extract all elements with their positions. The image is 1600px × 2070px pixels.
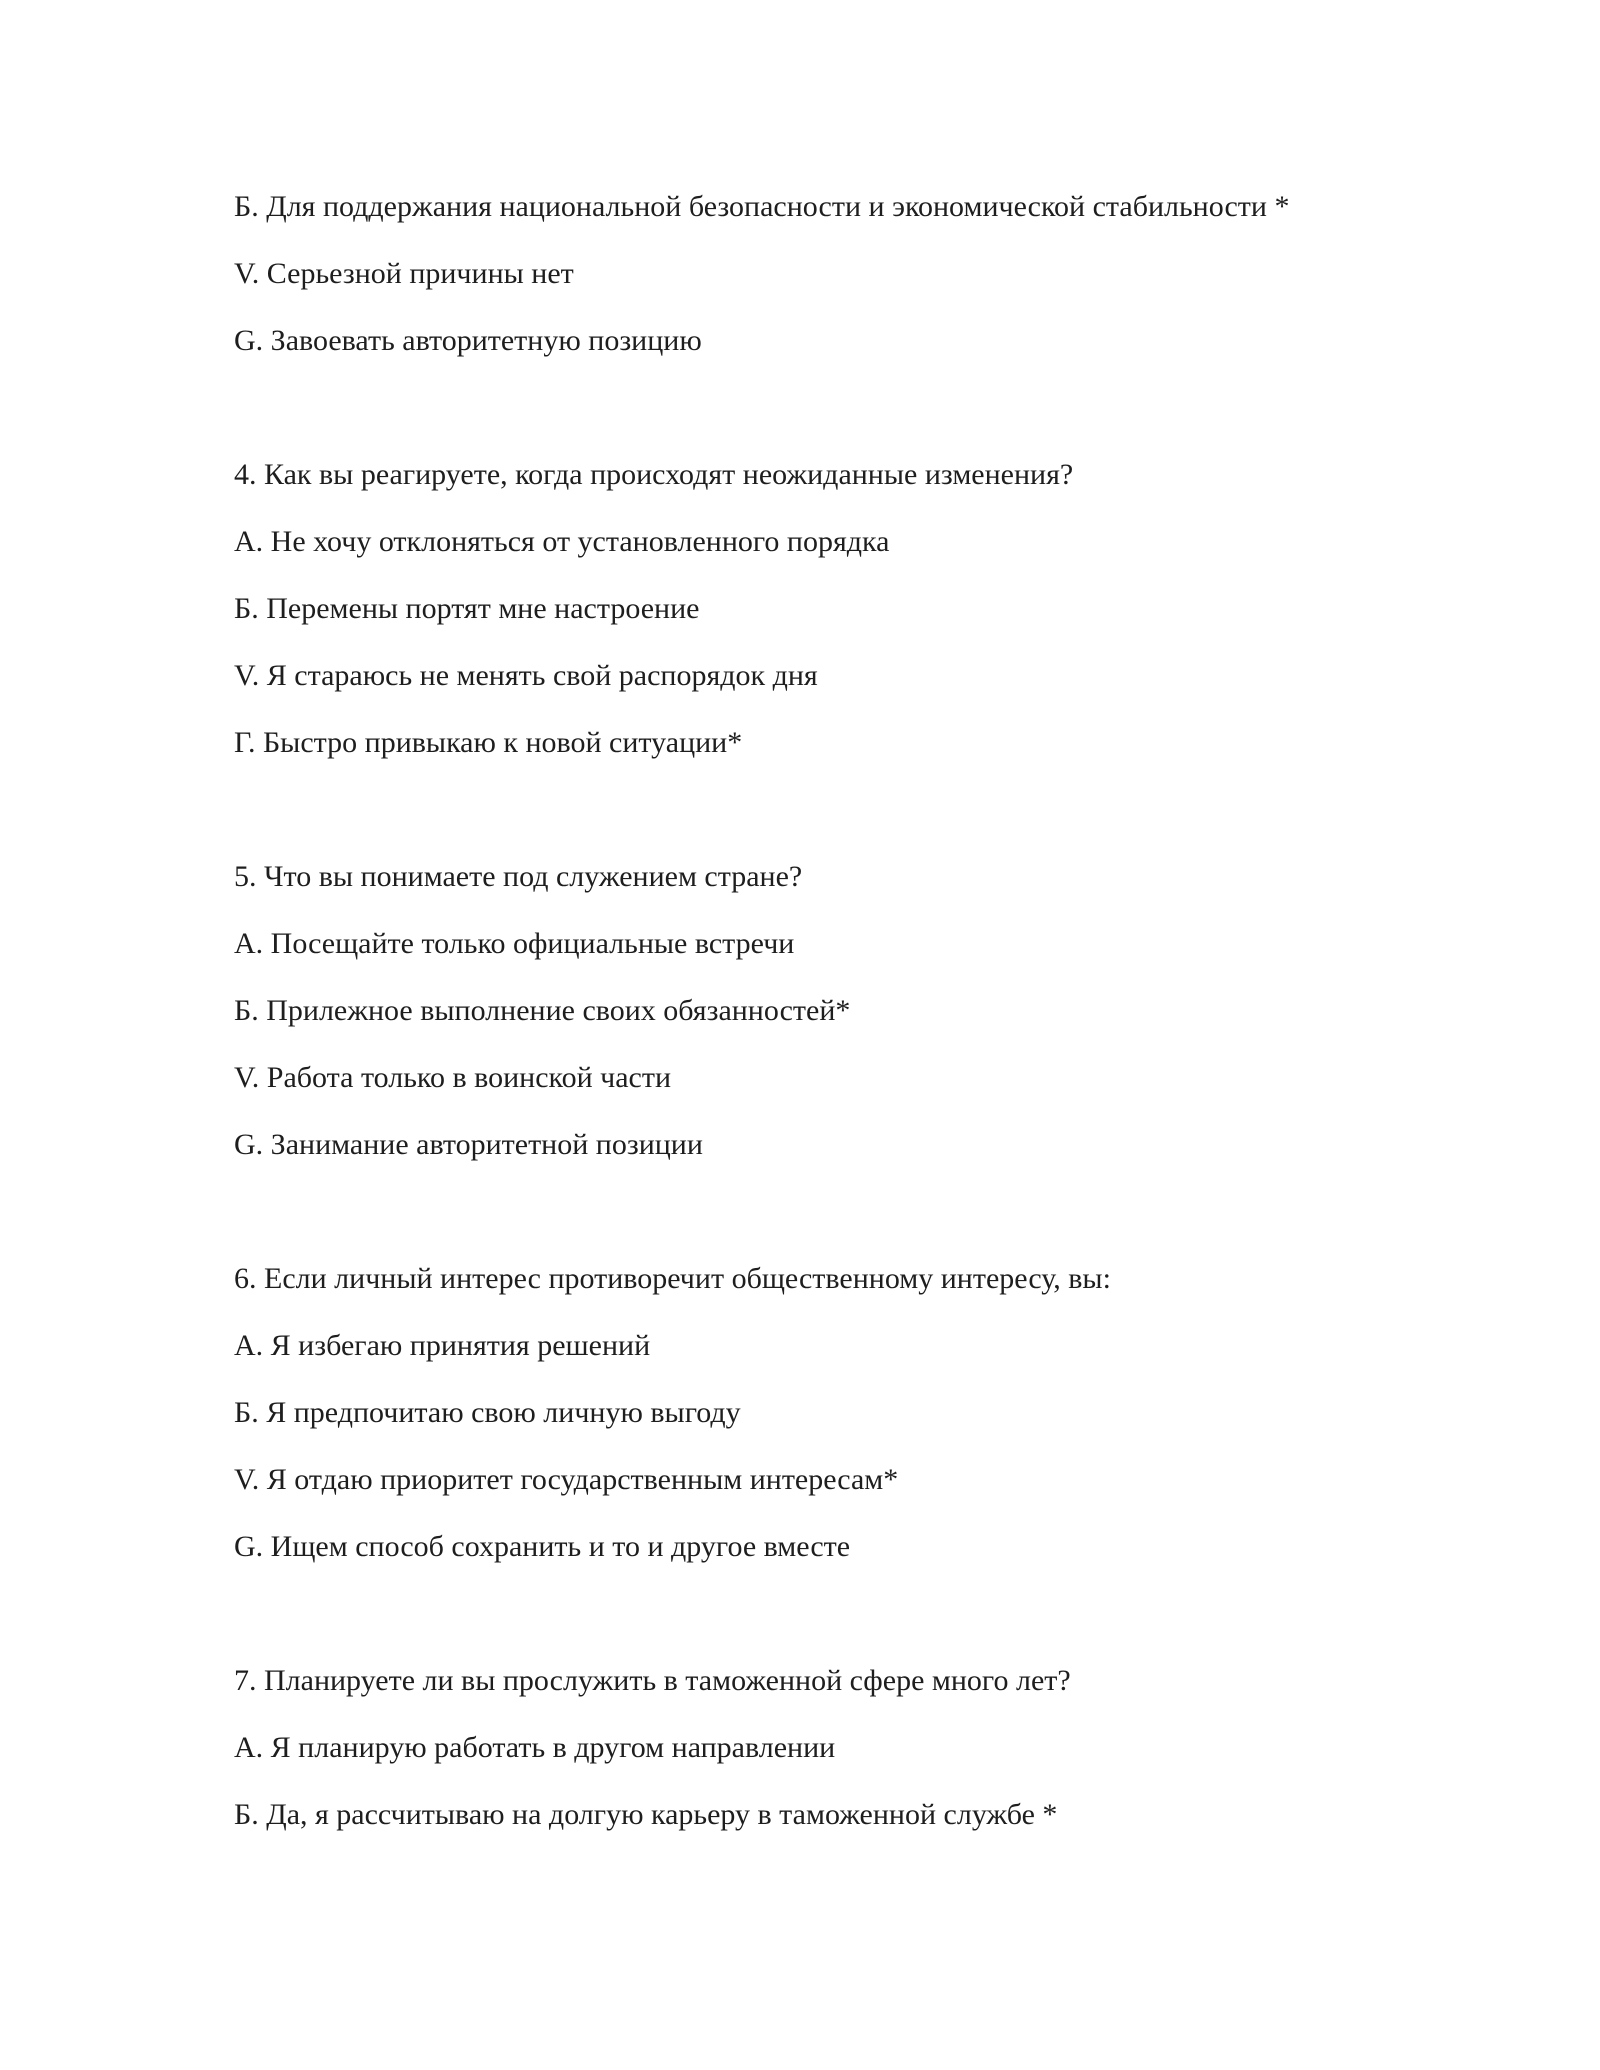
answer-option: G. Завоевать авторитетную позицию bbox=[234, 324, 702, 357]
question-text: 7. Планируете ли вы прослужить в таможенной сфере много лет? bbox=[234, 1664, 1071, 1697]
answer-option: А. Посещайте только официальные встречи bbox=[234, 927, 795, 960]
question-text: 4. Как вы реагируете, когда происходят неожиданные изменения? bbox=[234, 458, 1074, 491]
answer-option: А. Я избегаю принятия решений bbox=[234, 1329, 651, 1362]
answer-option: Б. Прилежное выполнение своих обязанностей* bbox=[234, 994, 851, 1027]
answer-option: V. Работа только в воинской части bbox=[234, 1061, 672, 1094]
answer-option: А. Не хочу отклоняться от установленного порядка bbox=[234, 525, 890, 558]
question-text: 6. Если личный интерес противоречит общественному интересу, вы: bbox=[234, 1262, 1111, 1295]
answer-option: V. Я стараюсь не менять свой распорядок дня bbox=[234, 659, 818, 692]
answer-option: Б. Я предпочитаю свою личную выгоду bbox=[234, 1396, 741, 1429]
question-text: 5. Что вы понимаете под служением стране? bbox=[234, 860, 803, 893]
answer-option: А. Я планирую работать в другом направлении bbox=[234, 1731, 836, 1764]
answer-option: G. Ищем способ сохранить и то и другое вместе bbox=[234, 1530, 851, 1563]
answer-option: Б. Перемены портят мне настроение bbox=[234, 592, 700, 625]
answer-option: V. Я отдаю приоритет государственным интересам* bbox=[234, 1463, 899, 1496]
answer-option: V. Серьезной причины нет bbox=[234, 257, 574, 290]
answer-option: G. Занимание авторитетной позиции bbox=[234, 1128, 703, 1161]
answer-option: Г. Быстро привыкаю к новой ситуации* bbox=[234, 726, 743, 759]
answer-option: Б. Для поддержания национальной безопасности и экономической стабильности * bbox=[234, 190, 1290, 223]
answer-option: Б. Да, я рассчитываю на долгую карьеру в таможенной службе * bbox=[234, 1798, 1058, 1831]
